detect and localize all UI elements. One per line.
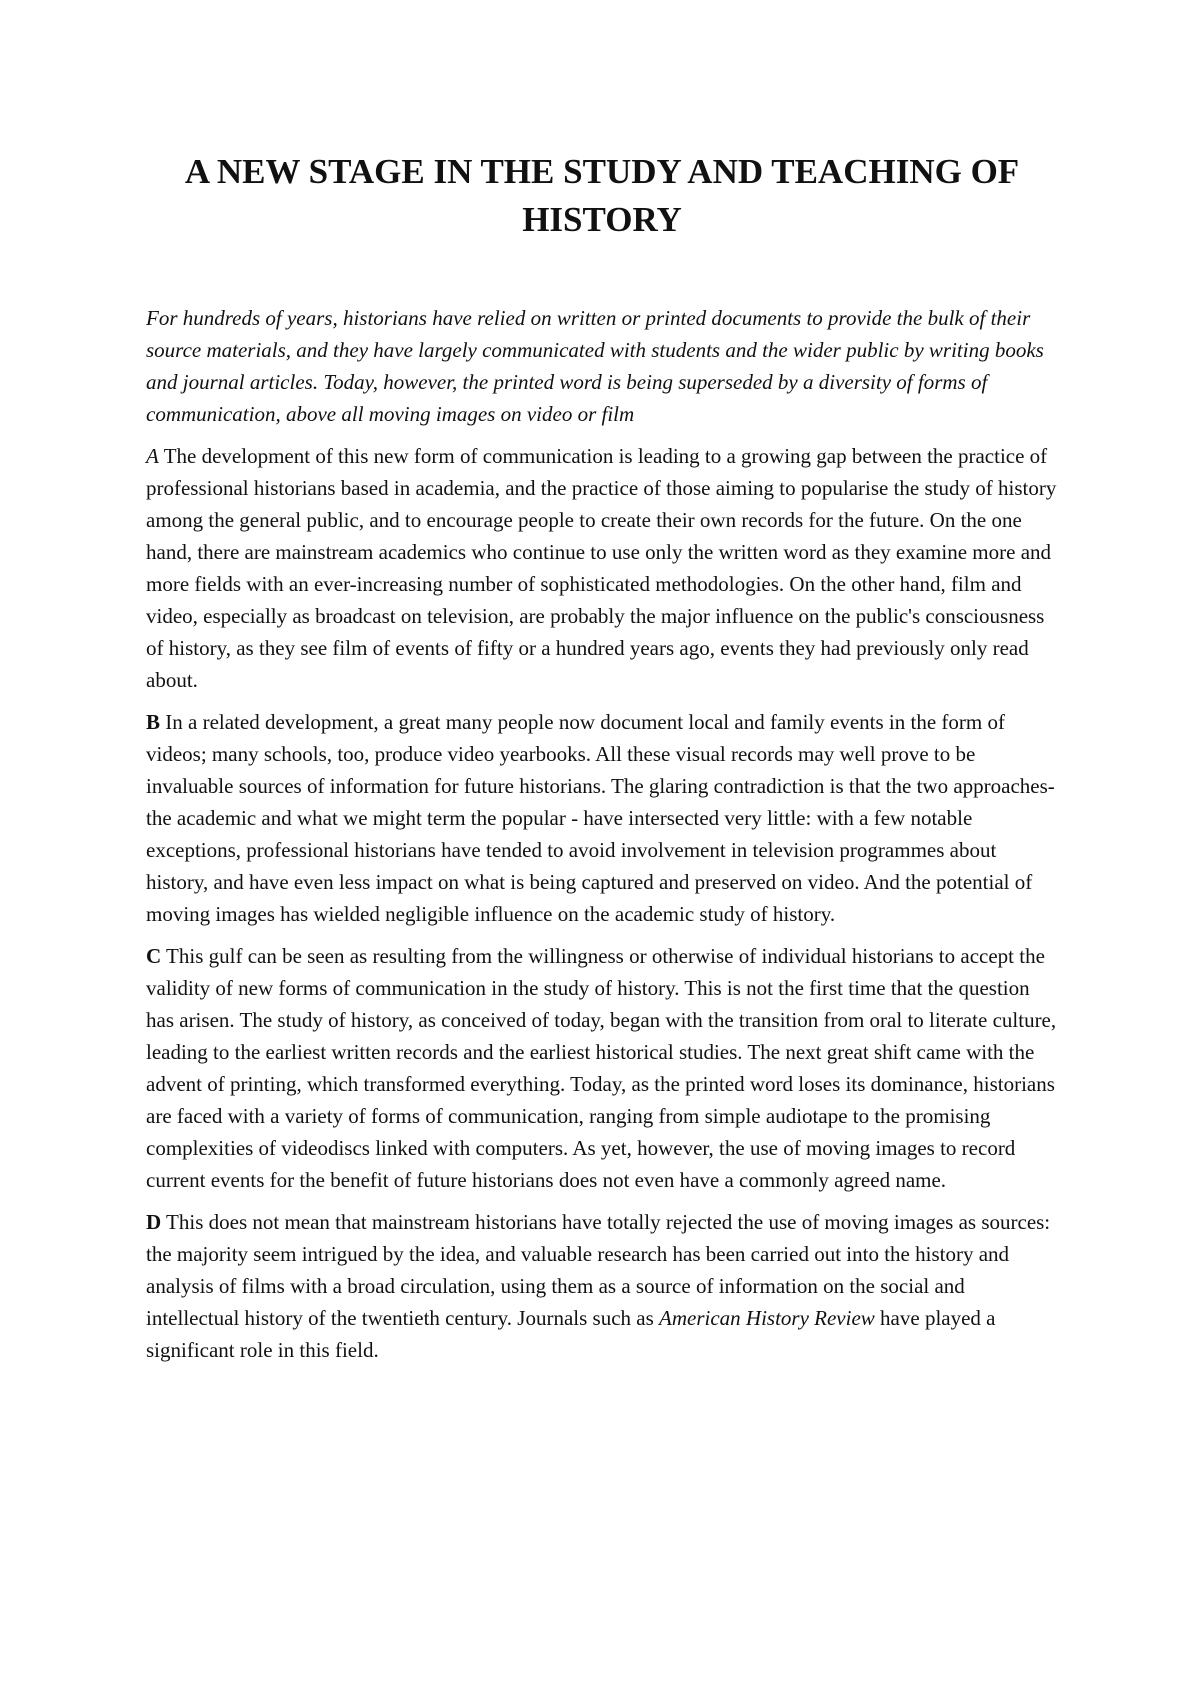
document-title: A NEW STAGE IN THE STUDY AND TEACHING OF HISTORY [184,152,1020,239]
paragraph-letter-d: D [146,1210,162,1234]
paragraph-text-b: In a related development, a great many people now document local and family events in the form of videos; many schools, too, produce video yearbooks. All these visual records may well prove to be invaluable sources of information for future historians. The glaring contradiction is that the two approaches-the academic and what we might term the popular - have intersected very little: with a few notable exceptions, professional historians have tended to avoid involvement in television programmes about history, and have even less impact on what is being captured and preserved on video. And the potential of moving images has wielded negligible influence on the academic study of history. [146,710,1055,926]
paragraph-text-c: This gulf can be seen as resulting from the willingness or otherwise of individual historians to accept the validity of new forms of communication in the study of history. This is not the first time that the question has arisen. The study of history, as conceived of today, began with the transition from oral to literate culture, leading to the earliest written records and the earliest historical studies. The next great shift came with the advent of printing, which transformed everything. Today, as the printed word loses its dominance, historians are faced with a variety of forms of communication, ranging from simple audiotape to the promising complexities of videodiscs linked with computers. As yet, however, the use of moving images to record current events for the benefit of future historians does not even have a commonly agreed name. [146,944,1057,1192]
paragraph-c [146,940,1058,1196]
paragraph-letter-b: B [146,710,161,734]
journal-title: American History Review [659,1306,875,1330]
paragraph-text-a: The development of this new form of communication is leading to a growing gap between the practice of professional historians based in academia, and the practice of those aiming to popularise the study of history among the general public, and to encourage people to create their own records for the future. On the one hand, there are mainstream academics who continue to use only the written word as they examine more and more fields with an ever-increasing number of sophisticated methodologies. On the other hand, film and video, especially as broadcast on television, are probably the major influence on the public's consciousness of history, as they see film of events of fifty or a hundred years ago, events they had previously only read about. [146,444,1057,692]
intro-paragraph: For hundreds of years, historians have relied on written or printed documents to provide the bulk of their source materials, and they have largely communicated with students and the wider public by writing books and journal articles. Today, however, the printed word is being superseded by a diversity of forms of communication, above all moving images on video or film [146,306,1044,426]
paragraph-text-d-after: have played a significant role in this field. [146,1306,996,1362]
paragraph-letter-a: A [146,444,159,468]
paragraph-letter-c: C [146,944,162,968]
paragraph-a [146,440,1058,696]
paragraph-d [146,1206,1058,1366]
paragraph-text-d-before: This does not mean that mainstream historians have totally rejected the use of moving images as sources: the majority seem intrigued by the idea, and valuable research has been carried out into the history and analysis of films with a broad circulation, using them as a source of information on the social and intellectual history of the twentieth century. Journals such as [146,1210,1051,1330]
paragraph-b [146,706,1058,930]
